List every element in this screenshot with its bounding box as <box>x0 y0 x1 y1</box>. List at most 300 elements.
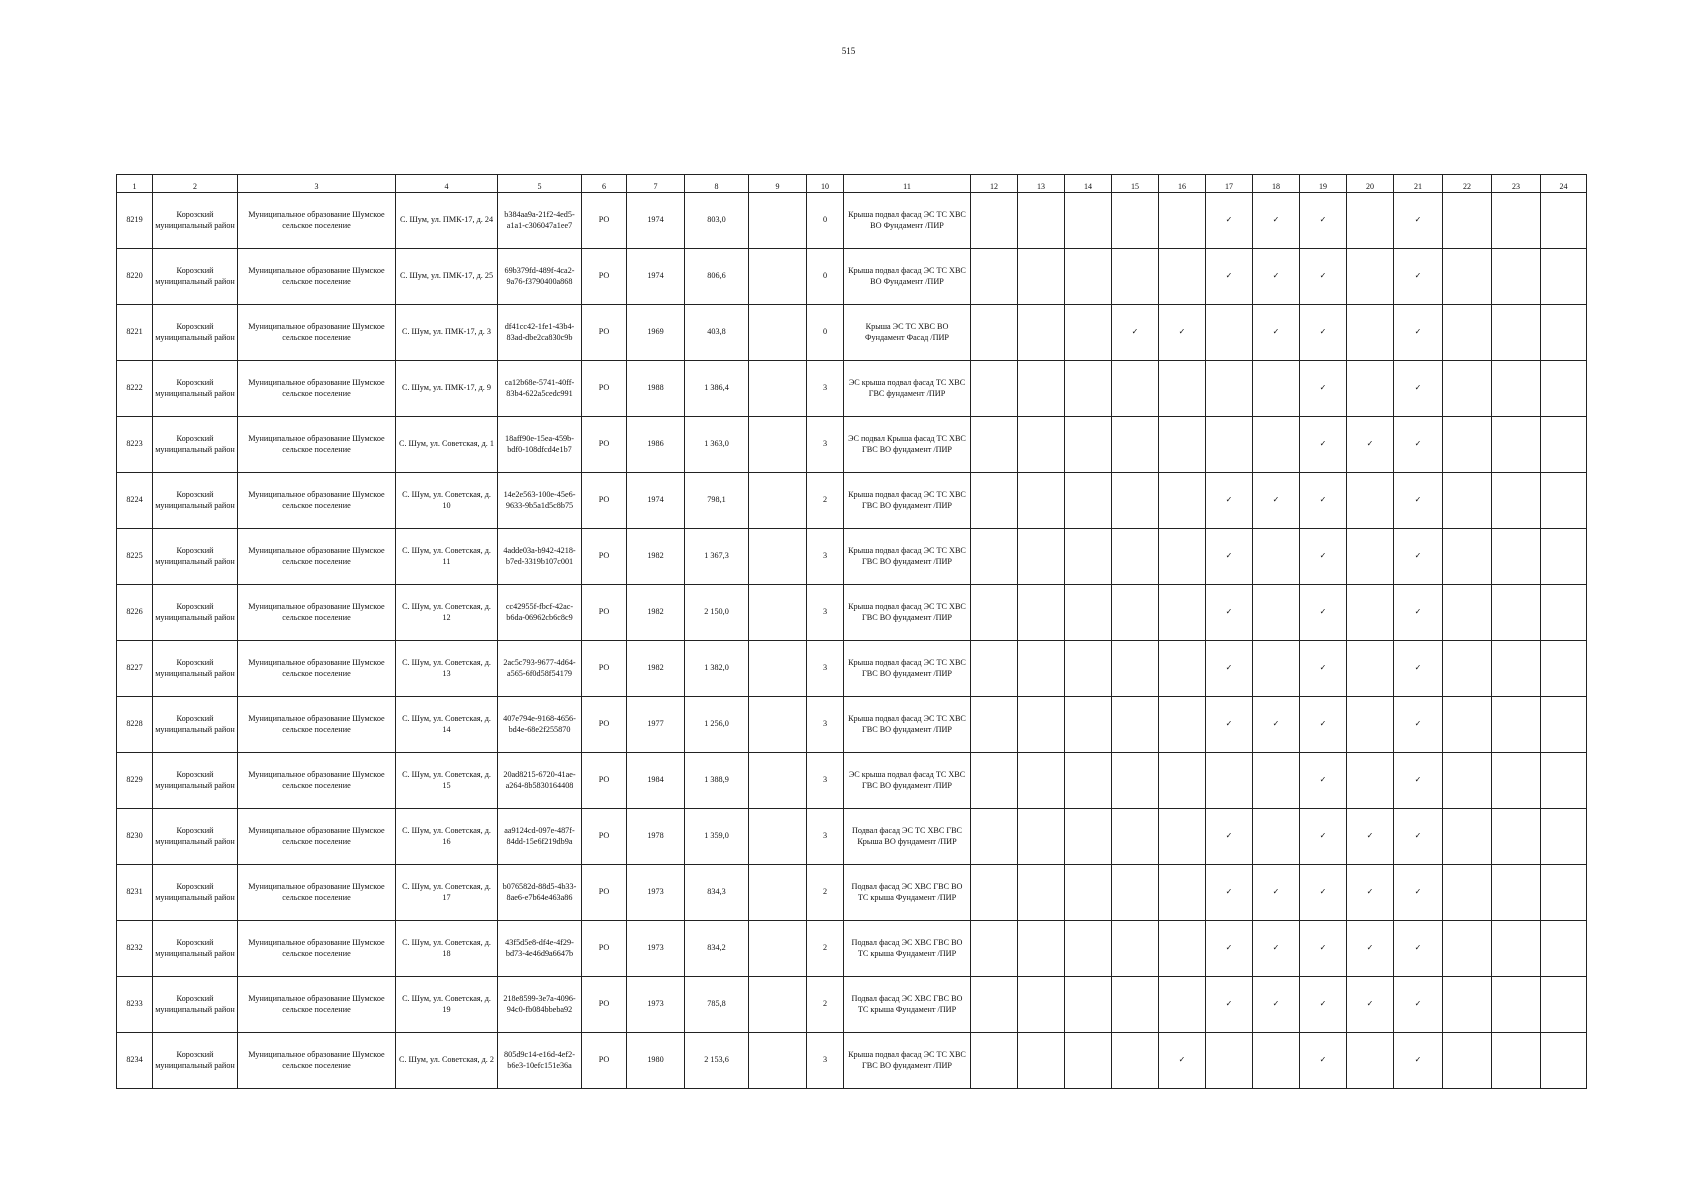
work-type-21-cell <box>1394 809 1443 865</box>
building-code-cell: 43f5d5e8-df4e-4f29-bd73-4e46d9a6647b <box>498 921 582 977</box>
row-number-cell: 8234 <box>117 1033 153 1089</box>
row-number-cell: 8222 <box>117 361 153 417</box>
work-type-12-cell <box>971 529 1018 585</box>
column-number-header: 11 <box>844 175 971 193</box>
building-code-cell: 407e794e-9168-4656-bd4e-68e2f255870 <box>498 697 582 753</box>
district-cell: Корозский муниципальный район <box>153 809 238 865</box>
work-type-21-cell <box>1394 753 1443 809</box>
row-number-cell: 8230 <box>117 809 153 865</box>
column-number-header: 9 <box>749 175 807 193</box>
table-row <box>117 809 1587 865</box>
work-type-23-cell <box>1492 697 1541 753</box>
work-type-13-cell <box>1018 193 1065 249</box>
municipality-cell: Муниципальное образование Шумское сельское поселение <box>238 249 396 305</box>
checkmark-icon: ✓ <box>1414 775 1422 785</box>
work-type-18-cell <box>1253 1033 1300 1089</box>
work-type-17-cell <box>1206 305 1253 361</box>
district-cell: Корозский муниципальный район <box>153 641 238 697</box>
work-type-16-cell <box>1159 417 1206 473</box>
row-number-cell: 8224 <box>117 473 153 529</box>
work-type-18-cell <box>1253 529 1300 585</box>
work-type-21-cell <box>1394 977 1443 1033</box>
work-type-20-cell <box>1347 585 1394 641</box>
work-type-16-cell <box>1159 865 1206 921</box>
work-type-17-cell <box>1206 753 1253 809</box>
work-type-23-cell <box>1492 865 1541 921</box>
column-9-cell <box>749 361 807 417</box>
checkmark-icon: ✓ <box>1131 327 1139 337</box>
checkmark-icon: ✓ <box>1319 495 1327 505</box>
work-type-19-cell <box>1300 417 1347 473</box>
work-type-16-cell <box>1159 977 1206 1033</box>
checkmark-icon: ✓ <box>1272 999 1280 1009</box>
municipality-cell: Муниципальное образование Шумское сельское поселение <box>238 977 396 1033</box>
municipality-cell: Муниципальное образование Шумское сельское поселение <box>238 473 396 529</box>
checkmark-icon: ✓ <box>1319 271 1327 281</box>
table-row <box>117 585 1587 641</box>
row-number-cell: 8219 <box>117 193 153 249</box>
address-cell: С. Шум, ул. Советская, д. 13 <box>396 641 498 697</box>
municipality-cell: Муниципальное образование Шумское сельское поселение <box>238 921 396 977</box>
work-type-23-cell <box>1492 193 1541 249</box>
works-list-cell: Крыша подвал фасад ЭС ТС ХВС ВО Фундамент /ПИР <box>844 193 971 249</box>
municipality-cell: Муниципальное образование Шумское сельское поселение <box>238 417 396 473</box>
building-code-cell: aa9124cd-097e-487f-84dd-15e6f219db9a <box>498 809 582 865</box>
work-type-13-cell <box>1018 361 1065 417</box>
form-cell: РО <box>582 417 627 473</box>
work-type-18-cell <box>1253 865 1300 921</box>
table-row <box>117 473 1587 529</box>
area-cell: 1 382,0 <box>685 641 749 697</box>
column-9-cell <box>749 585 807 641</box>
work-type-16-cell <box>1159 249 1206 305</box>
checkmark-icon: ✓ <box>1414 327 1422 337</box>
area-cell: 803,0 <box>685 193 749 249</box>
column-number-header: 6 <box>582 175 627 193</box>
column-10-cell: 2 <box>807 865 844 921</box>
form-cell: РО <box>582 641 627 697</box>
work-type-22-cell <box>1443 249 1492 305</box>
checkmark-icon: ✓ <box>1414 943 1422 953</box>
building-code-cell: ca12b68e-5741-40ff-83b4-622a5cedc991 <box>498 361 582 417</box>
work-type-17-cell <box>1206 529 1253 585</box>
work-type-15-cell <box>1112 585 1159 641</box>
checkmark-icon: ✓ <box>1272 943 1280 953</box>
column-number-header: 15 <box>1112 175 1159 193</box>
works-list-cell: ЭС подвал Крыша фасад ТС ХВС ГВС ВО фундамент /ПИР <box>844 417 971 473</box>
column-10-cell: 3 <box>807 1033 844 1089</box>
work-type-21-cell <box>1394 529 1443 585</box>
row-number-cell: 8225 <box>117 529 153 585</box>
municipality-cell: Муниципальное образование Шумское сельское поселение <box>238 361 396 417</box>
work-type-17-cell <box>1206 417 1253 473</box>
row-number-cell: 8231 <box>117 865 153 921</box>
form-cell: РО <box>582 529 627 585</box>
column-number-header: 18 <box>1253 175 1300 193</box>
work-type-22-cell <box>1443 641 1492 697</box>
work-type-13-cell <box>1018 809 1065 865</box>
municipality-cell: Муниципальное образование Шумское сельское поселение <box>238 305 396 361</box>
works-list-cell: Подвал фасад ЭС ХВС ГВС ВО ТС крыша Фундамент /ПИР <box>844 977 971 1033</box>
checkmark-icon: ✓ <box>1414 215 1422 225</box>
work-type-12-cell <box>971 641 1018 697</box>
column-10-cell: 0 <box>807 249 844 305</box>
column-10-cell: 3 <box>807 585 844 641</box>
work-type-13-cell <box>1018 417 1065 473</box>
work-type-14-cell <box>1065 473 1112 529</box>
work-type-14-cell <box>1065 305 1112 361</box>
work-type-24-cell <box>1541 641 1587 697</box>
column-number-header: 10 <box>807 175 844 193</box>
work-type-19-cell <box>1300 1033 1347 1089</box>
area-cell: 806,6 <box>685 249 749 305</box>
checkmark-icon: ✓ <box>1225 719 1233 729</box>
column-number-header: 13 <box>1018 175 1065 193</box>
work-type-13-cell <box>1018 585 1065 641</box>
municipality-cell: Муниципальное образование Шумское сельское поселение <box>238 865 396 921</box>
table-row <box>117 865 1587 921</box>
work-type-24-cell <box>1541 417 1587 473</box>
work-type-23-cell <box>1492 529 1541 585</box>
work-type-18-cell <box>1253 417 1300 473</box>
checkmark-icon: ✓ <box>1319 551 1327 561</box>
work-type-17-cell <box>1206 361 1253 417</box>
work-type-17-cell <box>1206 249 1253 305</box>
checkmark-icon: ✓ <box>1414 887 1422 897</box>
work-type-22-cell <box>1443 529 1492 585</box>
work-type-21-cell <box>1394 249 1443 305</box>
checkmark-icon: ✓ <box>1272 327 1280 337</box>
table-row <box>117 977 1587 1033</box>
work-type-24-cell <box>1541 193 1587 249</box>
work-type-17-cell <box>1206 977 1253 1033</box>
work-type-16-cell <box>1159 921 1206 977</box>
form-cell: РО <box>582 473 627 529</box>
checkmark-icon: ✓ <box>1319 607 1327 617</box>
building-code-cell: 18aff90e-15ea-459b-bdf0-108dfcd4e1b7 <box>498 417 582 473</box>
work-type-17-cell <box>1206 641 1253 697</box>
checkmark-icon: ✓ <box>1225 663 1233 673</box>
checkmark-icon: ✓ <box>1319 887 1327 897</box>
work-type-16-cell <box>1159 193 1206 249</box>
building-code-cell: df41cc42-1fe1-43b4-83ad-dbe2ca830c9b <box>498 305 582 361</box>
district-cell: Корозский муниципальный район <box>153 305 238 361</box>
form-cell: РО <box>582 585 627 641</box>
checkmark-icon: ✓ <box>1319 1055 1327 1065</box>
year-built-cell: 1977 <box>627 697 685 753</box>
year-built-cell: 1982 <box>627 529 685 585</box>
work-type-14-cell <box>1065 361 1112 417</box>
area-cell: 2 153,6 <box>685 1033 749 1089</box>
row-number-cell: 8221 <box>117 305 153 361</box>
works-list-cell: Крыша ЭС ТС ХВС ВО Фундамент Фасад /ПИР <box>844 305 971 361</box>
column-number-header: 8 <box>685 175 749 193</box>
district-cell: Корозский муниципальный район <box>153 865 238 921</box>
column-9-cell <box>749 697 807 753</box>
work-type-20-cell <box>1347 753 1394 809</box>
checkmark-icon: ✓ <box>1414 831 1422 841</box>
year-built-cell: 1974 <box>627 249 685 305</box>
column-number-header: 2 <box>153 175 238 193</box>
column-9-cell <box>749 641 807 697</box>
work-type-23-cell <box>1492 305 1541 361</box>
work-type-17-cell <box>1206 921 1253 977</box>
work-type-21-cell <box>1394 585 1443 641</box>
column-number-header: 3 <box>238 175 396 193</box>
work-type-20-cell <box>1347 865 1394 921</box>
work-type-20-cell <box>1347 697 1394 753</box>
address-cell: С. Шум, ул. ПМК-17, д. 25 <box>396 249 498 305</box>
work-type-24-cell <box>1541 585 1587 641</box>
checkmark-icon: ✓ <box>1272 215 1280 225</box>
checkmark-icon: ✓ <box>1319 663 1327 673</box>
work-type-13-cell <box>1018 697 1065 753</box>
form-cell: РО <box>582 1033 627 1089</box>
column-number-header: 23 <box>1492 175 1541 193</box>
form-cell: РО <box>582 809 627 865</box>
work-type-20-cell <box>1347 529 1394 585</box>
work-type-17-cell <box>1206 473 1253 529</box>
year-built-cell: 1984 <box>627 753 685 809</box>
form-cell: РО <box>582 697 627 753</box>
row-number-cell: 8233 <box>117 977 153 1033</box>
checkmark-icon: ✓ <box>1319 327 1327 337</box>
works-list-cell: Крыша подвал фасад ЭС ТС ХВС ГВС ВО фундамент /ПИР <box>844 585 971 641</box>
column-9-cell <box>749 753 807 809</box>
work-type-24-cell <box>1541 809 1587 865</box>
work-type-15-cell <box>1112 473 1159 529</box>
work-type-23-cell <box>1492 361 1541 417</box>
district-cell: Корозский муниципальный район <box>153 977 238 1033</box>
work-type-23-cell <box>1492 921 1541 977</box>
address-cell: С. Шум, ул. Советская, д. 1 <box>396 417 498 473</box>
checkmark-icon: ✓ <box>1272 887 1280 897</box>
work-type-24-cell <box>1541 977 1587 1033</box>
checkmark-icon: ✓ <box>1414 607 1422 617</box>
checkmark-icon: ✓ <box>1178 327 1186 337</box>
district-cell: Корозский муниципальный район <box>153 361 238 417</box>
work-type-13-cell <box>1018 529 1065 585</box>
checkmark-icon: ✓ <box>1366 831 1374 841</box>
column-number-header: 16 <box>1159 175 1206 193</box>
checkmark-icon: ✓ <box>1366 999 1374 1009</box>
work-type-18-cell <box>1253 697 1300 753</box>
work-type-23-cell <box>1492 417 1541 473</box>
work-type-15-cell <box>1112 193 1159 249</box>
district-cell: Корозский муниципальный район <box>153 1033 238 1089</box>
work-type-19-cell <box>1300 641 1347 697</box>
municipality-cell: Муниципальное образование Шумское сельское поселение <box>238 585 396 641</box>
work-type-22-cell <box>1443 361 1492 417</box>
work-type-19-cell <box>1300 193 1347 249</box>
work-type-21-cell <box>1394 473 1443 529</box>
works-list-cell: Крыша подвал фасад ЭС ТС ХВС ГВС ВО фундамент /ПИР <box>844 473 971 529</box>
year-built-cell: 1974 <box>627 193 685 249</box>
work-type-14-cell <box>1065 641 1112 697</box>
work-type-18-cell <box>1253 753 1300 809</box>
column-9-cell <box>749 249 807 305</box>
table-row <box>117 361 1587 417</box>
work-type-19-cell <box>1300 753 1347 809</box>
form-cell: РО <box>582 977 627 1033</box>
municipality-cell: Муниципальное образование Шумское сельское поселение <box>238 697 396 753</box>
work-type-16-cell <box>1159 529 1206 585</box>
checkmark-icon: ✓ <box>1178 1055 1186 1065</box>
work-type-15-cell <box>1112 529 1159 585</box>
address-cell: С. Шум, ул. Советская, д. 11 <box>396 529 498 585</box>
work-type-15-cell <box>1112 361 1159 417</box>
work-type-16-cell <box>1159 809 1206 865</box>
work-type-18-cell <box>1253 809 1300 865</box>
work-type-22-cell <box>1443 809 1492 865</box>
work-type-16-cell <box>1159 697 1206 753</box>
work-type-15-cell <box>1112 809 1159 865</box>
work-type-20-cell <box>1347 809 1394 865</box>
column-9-cell <box>749 193 807 249</box>
area-cell: 798,1 <box>685 473 749 529</box>
work-type-15-cell <box>1112 305 1159 361</box>
column-number-header: 17 <box>1206 175 1253 193</box>
address-cell: С. Шум, ул. ПМК-17, д. 3 <box>396 305 498 361</box>
area-cell: 2 150,0 <box>685 585 749 641</box>
column-9-cell <box>749 1033 807 1089</box>
housing-register-table <box>116 174 1587 1089</box>
row-number-cell: 8227 <box>117 641 153 697</box>
column-9-cell <box>749 305 807 361</box>
address-cell: С. Шум, ул. Советская, д. 17 <box>396 865 498 921</box>
work-type-20-cell <box>1347 305 1394 361</box>
work-type-16-cell <box>1159 305 1206 361</box>
year-built-cell: 1973 <box>627 865 685 921</box>
works-list-cell: Подвал фасад ЭС ХВС ГВС ВО ТС крыша Фундамент /ПИР <box>844 921 971 977</box>
address-cell: С. Шум, ул. Советская, д. 15 <box>396 753 498 809</box>
table-row <box>117 529 1587 585</box>
building-code-cell: 14e2e563-100e-45e6-9633-9b5a1d5c8b75 <box>498 473 582 529</box>
work-type-22-cell <box>1443 305 1492 361</box>
checkmark-icon: ✓ <box>1414 495 1422 505</box>
district-cell: Корозский муниципальный район <box>153 193 238 249</box>
work-type-14-cell <box>1065 697 1112 753</box>
column-10-cell: 3 <box>807 809 844 865</box>
address-cell: С. Шум, ул. Советская, д. 18 <box>396 921 498 977</box>
building-code-cell: cc42955f-fbcf-42ac-b6da-06962cb6c8c9 <box>498 585 582 641</box>
work-type-14-cell <box>1065 977 1112 1033</box>
column-10-cell: 2 <box>807 473 844 529</box>
works-list-cell: Крыша подвал фасад ЭС ТС ХВС ВО Фундамент /ПИР <box>844 249 971 305</box>
work-type-15-cell <box>1112 249 1159 305</box>
checkmark-icon: ✓ <box>1225 607 1233 617</box>
checkmark-icon: ✓ <box>1225 215 1233 225</box>
address-cell: С. Шум, ул. Советская, д. 19 <box>396 977 498 1033</box>
work-type-21-cell <box>1394 361 1443 417</box>
checkmark-icon: ✓ <box>1319 831 1327 841</box>
work-type-14-cell <box>1065 1033 1112 1089</box>
works-list-cell: Подвал фасад ЭС ХВС ГВС ВО ТС крыша Фундамент /ПИР <box>844 865 971 921</box>
checkmark-icon: ✓ <box>1414 999 1422 1009</box>
work-type-14-cell <box>1065 193 1112 249</box>
address-cell: С. Шум, ул. ПМК-17, д. 24 <box>396 193 498 249</box>
building-code-cell: 20ad8215-6720-41ae-a264-8b5830164408 <box>498 753 582 809</box>
table-row <box>117 417 1587 473</box>
checkmark-icon: ✓ <box>1319 943 1327 953</box>
checkmark-icon: ✓ <box>1414 551 1422 561</box>
column-10-cell: 3 <box>807 753 844 809</box>
table-row <box>117 193 1587 249</box>
work-type-20-cell <box>1347 1033 1394 1089</box>
work-type-18-cell <box>1253 921 1300 977</box>
checkmark-icon: ✓ <box>1366 887 1374 897</box>
column-number-header: 7 <box>627 175 685 193</box>
work-type-21-cell <box>1394 1033 1443 1089</box>
table-row <box>117 697 1587 753</box>
work-type-17-cell <box>1206 809 1253 865</box>
work-type-19-cell <box>1300 361 1347 417</box>
column-10-cell: 3 <box>807 529 844 585</box>
work-type-12-cell <box>971 921 1018 977</box>
checkmark-icon: ✓ <box>1225 943 1233 953</box>
work-type-12-cell <box>971 809 1018 865</box>
work-type-20-cell <box>1347 473 1394 529</box>
checkmark-icon: ✓ <box>1414 271 1422 281</box>
work-type-21-cell <box>1394 865 1443 921</box>
municipality-cell: Муниципальное образование Шумское сельское поселение <box>238 641 396 697</box>
work-type-12-cell <box>971 193 1018 249</box>
work-type-13-cell <box>1018 865 1065 921</box>
column-number-header: 5 <box>498 175 582 193</box>
area-cell: 785,8 <box>685 977 749 1033</box>
work-type-22-cell <box>1443 193 1492 249</box>
address-cell: С. Шум, ул. Советская, д. 10 <box>396 473 498 529</box>
work-type-12-cell <box>971 977 1018 1033</box>
work-type-24-cell <box>1541 473 1587 529</box>
work-type-18-cell <box>1253 977 1300 1033</box>
work-type-16-cell <box>1159 753 1206 809</box>
work-type-19-cell <box>1300 809 1347 865</box>
work-type-13-cell <box>1018 249 1065 305</box>
works-list-cell: ЭС крыша подвал фасад ТС ХВС ГВС ВО фундамент /ПИР <box>844 753 971 809</box>
work-type-13-cell <box>1018 641 1065 697</box>
work-type-17-cell <box>1206 193 1253 249</box>
form-cell: РО <box>582 753 627 809</box>
address-cell: С. Шум, ул. Советская, д. 12 <box>396 585 498 641</box>
work-type-13-cell <box>1018 305 1065 361</box>
work-type-12-cell <box>971 1033 1018 1089</box>
checkmark-icon: ✓ <box>1319 215 1327 225</box>
table-row <box>117 305 1587 361</box>
column-9-cell <box>749 473 807 529</box>
work-type-15-cell <box>1112 1033 1159 1089</box>
column-10-cell: 3 <box>807 417 844 473</box>
column-number-header: 4 <box>396 175 498 193</box>
work-type-24-cell <box>1541 361 1587 417</box>
area-cell: 834,3 <box>685 865 749 921</box>
year-built-cell: 1982 <box>627 641 685 697</box>
work-type-12-cell <box>971 305 1018 361</box>
work-type-15-cell <box>1112 697 1159 753</box>
works-list-cell: ЭС крыша подвал фасад ТС ХВС ГВС фундамент /ПИР <box>844 361 971 417</box>
work-type-12-cell <box>971 473 1018 529</box>
form-cell: РО <box>582 361 627 417</box>
work-type-14-cell <box>1065 865 1112 921</box>
address-cell: С. Шум, ул. ПМК-17, д. 9 <box>396 361 498 417</box>
work-type-15-cell <box>1112 865 1159 921</box>
column-10-cell: 0 <box>807 193 844 249</box>
work-type-14-cell <box>1065 809 1112 865</box>
area-cell: 1 359,0 <box>685 809 749 865</box>
work-type-21-cell <box>1394 697 1443 753</box>
column-number-header-row <box>117 175 1587 193</box>
work-type-22-cell <box>1443 473 1492 529</box>
